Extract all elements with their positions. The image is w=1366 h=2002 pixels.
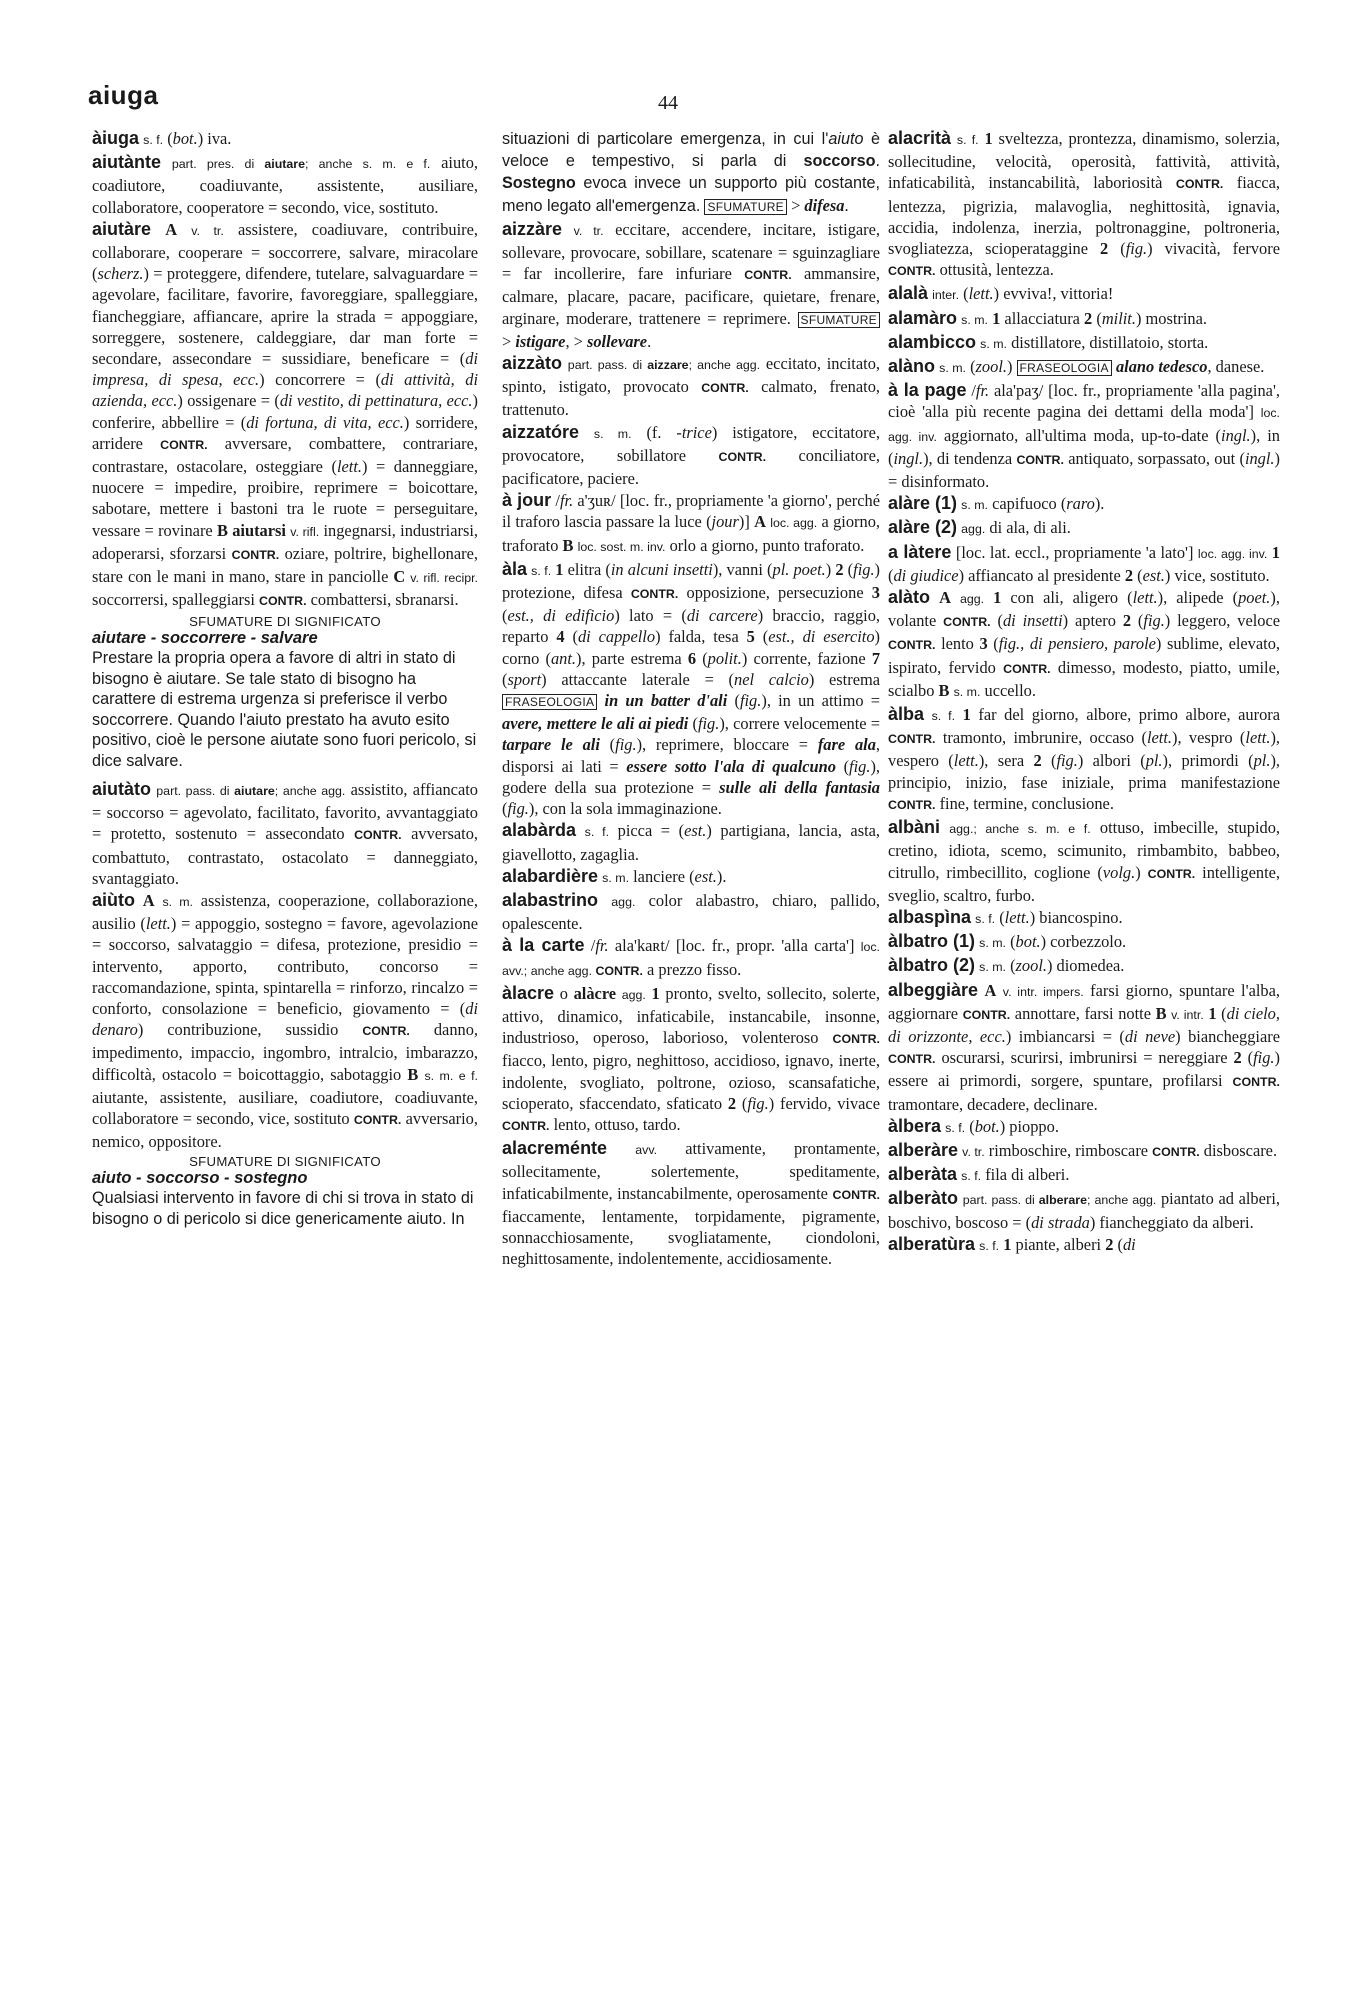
dictionary-entry: alàre (1) s. m. capifuoco (raro). bbox=[888, 493, 1105, 514]
dictionary-entry: àla s. f. 1 elitra (in alcuni insetti), vanni (pl. poet.) 2 (fig.) protezione, difesa CONTR. opposizione, persecuzione 3 (est., di edificio) lato = (di carcere) braccio, raggio, reparto 4 (di cappello) falda, tesa 5 (est., di esercito) corno (ant.), parte estrema 6 (polit.) corrente, fazione 7 (sport) attaccante laterale = (nel calcio) estrema FRASEOLOGIA in un batter d'ali (fig.), in un attimo = avere, mettere le ali ai piedi (fig.), correre velocemente = tarpare le ali (fig.), reprimere, bloccare = fare ala, disporsi ai lati = essere sotto l'ala di qualcuno (fig.), godere della sua protezione = sulle ali della fantasia (fig.), con la sola immaginazione. bbox=[502, 558, 880, 819]
dictionary-entry: alàto A agg. 1 con ali, aligero (lett.), alipede (poet.), volante CONTR. (di insetti) aptero 2 (fig.) leggero, veloce CONTR. lento 3 (fig., di pensiero, parole) sublime, elevato, ispirato, fervido CONTR. dimesso, modesto, piatto, umile, scialbo B s. m. uccello. bbox=[888, 587, 1280, 700]
dictionary-entry: alabastrino agg. color alabastro, chiaro, pallido, opalescente. bbox=[502, 889, 880, 934]
running-head: aiuga bbox=[88, 80, 159, 110]
dictionary-entry: aiutànte part. pres. di aiutare; anche s. m. e f. aiuto, coadiutore, coadiuvante, assistente, ausiliare, collaboratore, cooperatore = secondo, vice, sostituto. bbox=[92, 152, 478, 217]
dictionary-entry: aiùto A s. m. assistenza, cooperazione, collaborazione, ausilio (lett.) = appoggio, sostegno = favore, agevolazione = soccorso, salvataggio = difesa, protezione, presidio = intervento, apporto, contributo, concorso = raccomandazione, spinta, spintarella = rinforzo, rincalzo = conforto, consolazione = beneficio, giovamento = (di denaro) contribuzione, sussidio CONTR. danno, impedimento, impaccio, ingombro, intralcio, imbarazzo, difficoltà, ostacolo = boicottaggio, sabotaggio B s. m. e f. aiutante, assistente, ausiliare, coadiutore, coadiuvante, collaboratore = secondo, vice, sostituto CONTR. avversario, nemico, oppositore. bbox=[92, 889, 478, 1152]
dictionary-entry: alberàta s. f. fila di alberi. bbox=[888, 1164, 1070, 1185]
dictionary-entry: albaspìna s. f. (lett.) biancospino. bbox=[888, 906, 1123, 927]
dictionary-entry: aiutàto part. pass. di aiutare; anche agg. assistito, affiancato = soccorso = agevolato, facilitato, favorito, avvantaggiato = protetto, sostenuto = assecondato CONTR. avversato, combattuto, contrastato, ostacolato = danneggiato, svantaggiato. bbox=[92, 778, 478, 888]
dictionary-entry: aizzatóre s. m. (f. -trice) istigatore, eccitatore, provocatore, sobillatore CONTR. conciliatore, pacificatore, paciere. bbox=[502, 421, 880, 489]
dictionary-entry: situazioni di particolare emergenza, in cui l'aiuto è veloce e tempestivo, si parla di soccorso. Sostegno evoca invece un supporto più costante, meno legato all'emergenza. SFUMATURE > difesa. bbox=[502, 130, 880, 215]
page-number: 44 bbox=[658, 92, 678, 114]
dictionary-entry: àlbera s. f. (bot.) pioppo. bbox=[888, 1115, 1059, 1136]
dictionary-entry: àlbatro (2) s. m. (zool.) diomedea. bbox=[888, 955, 1125, 976]
entries-list bbox=[92, 779, 478, 1152]
column-middle bbox=[502, 128, 880, 1988]
box-subtitle: aiutare - soccorrere - salvare bbox=[92, 629, 318, 648]
column-left bbox=[92, 128, 478, 1988]
column-right bbox=[888, 128, 1280, 1988]
dictionary-entry: alberatùra s. f. 1 piante, alberi 2 (di bbox=[888, 1233, 1136, 1254]
dictionary-entry: a làtere [loc. lat. eccl., propriamente 'a lato'] loc. agg. inv. 1 (di giudice) affiancato al presidente 2 (est.) vice, sostituto. bbox=[888, 541, 1280, 585]
dictionary-entry: albàni agg.; anche s. m. e f. ottuso, imbecille, stupido, cretino, idiota, scemo, scimunito, rimbambito, babbeo, citrullo, rimbecillito, coglione (volg.) CONTR. intelligente, sveglio, scaltro, furbo. bbox=[888, 817, 1280, 905]
box-subtitle: aiuto - soccorso - sostegno bbox=[92, 1169, 308, 1188]
dictionary-entry: alàre (2) agg. di ala, di ali. bbox=[888, 517, 1071, 538]
box-title: SFUMATURE DI SIGNIFICATO bbox=[189, 1154, 381, 1170]
dictionary-entry: à jour /fr. a'ʒuʀ/ [loc. fr., propriamente 'a giorno', perché il traforo lascia passare la luce (jour)] A loc. agg. a giorno, traforato B loc. sost. m. inv. orlo a giorno, punto traforato. bbox=[502, 490, 880, 555]
dictionary-entry: àlba s. f. 1 far del giorno, albore, primo albore, aurora CONTR. tramonto, imbrunire, occaso (lett.), vespro (lett.), vespero (lett.), sera 2 (fig.) albori (pl.), primordi (pl.), principio, inizio, fase iniziale, prima manifestazione CONTR. fine, termine, conclusione. bbox=[888, 704, 1280, 813]
nuance-box bbox=[92, 1154, 478, 1229]
dictionary-entry: àlacre o alàcre agg. 1 pronto, svelto, sollecito, solerte, attivo, dinamico, infaticabile, instancabile, insonne, industrioso, operoso, laborioso, volenteroso CONTR. fiacco, lento, pigro, neghittoso, accidioso, ignavo, inerte, indolente, svogliato, poltrone, ozioso, scansafatiche, scioperato, sfaccendato, sfaticato 2 (fig.) fervido, vivace CONTR. lento, ottuso, tardo. bbox=[502, 982, 880, 1134]
dictionary-entry: aiutàre A v. tr. assistere, coadiuvare, contribuire, collaborare, cooperare = soccorrere, salvare, miracolare (scherz.) = proteggere, difendere, tutelare, salvaguardare = agevolare, facilitare, favorire, favoreggiare, spalleggiare, fiancheggiare, affiancare, aprire la strada = appoggiare, sorreggere, sostenere, caldeggiare, dar man forte = secondare, assecondare = sussidiare, beneficare = (di impresa, di spesa, ecc.) concorrere = (di attività, di azienda, ecc.) ossigenare = (di vestito, di pettinatura, ecc.) conferire, abbellire = (di fortuna, di vita, ecc.) sorridere, arridere CONTR. avversare, combattere, contrariare, contrastare, ostacolare, osteggiare (lett.) = danneggiare, nuocere = impedire, proibire, reprimere = boicottare, sabotare, mettere i bastoni tra le ruote = perseguitare, vessare = rovinare B aiutarsi v. rifl. ingegnarsi, industriarsi, adoperarsi, sforzarsi CONTR. oziare, poltrire, bighellonare, stare con le mani in mano, stare in panciolle C v. rifl. recipr. soccorrersi, spalleggiarsi CONTR. combattersi, sbranarsi. bbox=[92, 218, 478, 610]
dictionary-entry: albeggiàre A v. intr. impers. farsi giorno, spuntare l'alba, aggiornare CONTR. annottare, farsi notte B v. intr. 1 (di cielo, di orizzonte, ecc.) imbiancarsi = (di neve) biancheggiare CONTR. oscurarsi, scurirsi, imbrunirsi = nereggiare 2 (fig.) essere ai primordi, sorgere, spuntare, profilarsi CONTR. tramontare, decadere, declinare. bbox=[888, 979, 1280, 1114]
dictionary-entry: alambicco s. m. distillatore, distillatoio, storta. bbox=[888, 331, 1209, 352]
dictionary-entry: àlbatro (1) s. m. (bot.) corbezzolo. bbox=[888, 931, 1127, 952]
dictionary-entry: alberàre v. tr. rimboschire, rimboscare CONTR. disboscare. bbox=[888, 1139, 1278, 1160]
dictionary-entry: aizzàre v. tr. eccitare, accendere, incitare, istigare, sollevare, provocare, sobillare, scatenare = sguinzagliare = far incollerire, fare infuriare CONTR. ammansire, calmare, placare, pacare, pacificare, quietare, frenare, arginare, moderare, trattenere = reprimere. SFUMATURE > istigare, > sollevare. bbox=[502, 218, 880, 351]
dictionary-entry: alalà inter. (lett.) evviva!, vittoria! bbox=[888, 283, 1114, 304]
box-text: Qualsiasi intervento in favore di chi si trova in stato di bisogno o di pericolo si dice genericamente aiuto. In bbox=[92, 1189, 474, 1228]
dictionary-entry: aizzàto part. pass. di aizzare; anche agg. eccitato, incitato, spinto, istigato, provocato CONTR. calmato, frenato, trattenuto. bbox=[502, 353, 880, 420]
dictionary-entry: alabardière s. m. lanciere (est.). bbox=[502, 865, 727, 886]
dictionary-entry: alamàro s. m. 1 allacciatura 2 (milit.) mostrina. bbox=[888, 307, 1207, 328]
dictionary-entry: alabàrda s. f. picca = (est.) partigiana, lancia, asta, giavellotto, zagaglia. bbox=[502, 820, 880, 864]
nuance-box bbox=[92, 614, 478, 770]
dictionary-entry: alàno s. m. (zool.) FRASEOLOGIA alano tedesco, danese. bbox=[888, 356, 1265, 377]
dictionary-entry: à la carte /fr. ala'kaʀt/ [loc. fr., propr. 'alla carta'] loc. avv.; anche agg. CONTR. a prezzo fisso. bbox=[502, 935, 880, 979]
dictionary-entry: à la page /fr. ala'paʒ/ [loc. fr., propriamente 'alla pagina', cioè 'alla più recente pagina dei dettami della moda'] loc. agg. inv. aggiornato, all'ultima moda, up-to-date (ingl.), in (ingl.), di tendenza CONTR. antiquato, sorpassato, out (ingl.) = disinformato. bbox=[888, 380, 1280, 492]
dictionary-entry: alberàto part. pass. di alberare; anche agg. piantato ad alberi, boschivo, boscoso = (di strada) fiancheggiato da alberi. bbox=[888, 1188, 1280, 1232]
dictionary-entry: àiuga s. f. (bot.) iva. bbox=[92, 128, 232, 148]
dictionary-entry: alacrità s. f. 1 sveltezza, prontezza, dinamismo, solerzia, sollecitudine, velocità, operosità, fattività, attività, infaticabilità, instancabilità, laboriosità CONTR. fiacca, lentezza, pigrizia, malavoglia, neghittosità, ignavia, accidia, indolenza, inerzia, poltronaggine, poltroneria, svogliatezza, scioperataggine 2 (fig.) vivacità, fervore CONTR. ottusità, lentezza. bbox=[888, 128, 1280, 280]
box-title: SFUMATURE DI SIGNIFICATO bbox=[189, 614, 381, 630]
box-text: Prestare la propria opera a favore di altri in stato di bisogno è aiutare. Se tale stato di bisogno ha carattere di estrema urgenza si preferisce il verbo soccorrere. Quando l'aiuto prestato ha avuto esito positivo, cioè le persone aiutate sono fuori pericolo, si dice salvare. bbox=[92, 649, 477, 770]
entries-list bbox=[92, 128, 478, 612]
dictionary-entry: alacreménte avv. attivamente, prontamente, sollecitamente, solertemente, speditamente, infaticabilmente, instancabilmente, operosamente CONTR. fiaccamente, lentamente, torpidamente, pigramente, sonnacchiosamente, svogliatamente, ciondoloni, neghittosamente, indolentemente, accidiosamente. bbox=[502, 1138, 880, 1269]
